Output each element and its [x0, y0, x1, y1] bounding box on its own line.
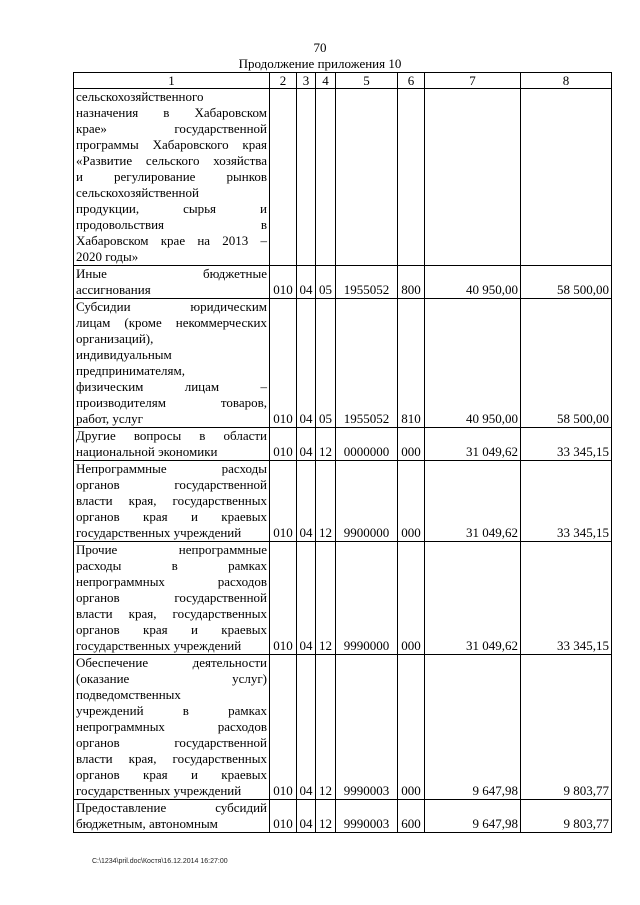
column-3-cell: 04 [297, 461, 316, 542]
item-name-line: расходы в рамках [76, 558, 267, 573]
column-6-cell: 000 [398, 542, 425, 655]
amount-2015-cell [521, 89, 612, 266]
column-2-cell: 010 [270, 655, 297, 800]
table-row [74, 655, 612, 800]
item-name-line: организаций), [76, 331, 154, 346]
item-name-cell [74, 542, 270, 655]
item-name-line: предпринимателям, [76, 363, 185, 378]
header-cell: 2 [270, 73, 297, 89]
item-name-line: органов края и краевых [76, 509, 267, 524]
item-name-line: учреждений в рамках [76, 703, 267, 718]
column-5-cell: 0000000 [336, 428, 398, 461]
amount-2015-cell: 9 803,77 [521, 800, 612, 833]
column-2-cell: 010 [270, 800, 297, 833]
item-name-line: непрограммных расходов [76, 719, 267, 734]
column-4-cell: 12 [316, 800, 336, 833]
column-5-cell: 9900000 [336, 461, 398, 542]
item-name-line: Другие вопросы в области [76, 428, 267, 443]
column-4-cell [316, 89, 336, 266]
header-cell: 8 [521, 73, 612, 89]
item-name-line: органов государственной [76, 735, 267, 750]
item-name-line: Обеспечение деятельности [76, 655, 267, 670]
column-3-cell: 04 [297, 542, 316, 655]
amount-2014-cell: 31 049,62 [425, 542, 521, 655]
item-name-cell [74, 428, 270, 461]
item-name-line: власти края, государственных [76, 493, 267, 508]
column-3-cell: 04 [297, 299, 316, 428]
column-4-cell: 12 [316, 655, 336, 800]
column-5-cell: 9990003 [336, 800, 398, 833]
table-row [74, 461, 612, 542]
item-name-line: крае» государственной [76, 121, 267, 136]
table-body [74, 73, 612, 833]
item-name-line: лицам (кроме некоммерческих [76, 315, 267, 330]
column-6-cell: 600 [398, 800, 425, 833]
column-3-cell: 04 [297, 266, 316, 299]
amount-2014-cell: 40 950,00 [425, 266, 521, 299]
header-cell: 1 [74, 73, 270, 89]
column-3-cell: 04 [297, 800, 316, 833]
header-cell: 6 [398, 73, 425, 89]
table-row [74, 89, 612, 266]
item-name-line: Прочие непрограммные [76, 542, 267, 557]
item-name-line: власти края, государственных [76, 751, 267, 766]
amount-2014-cell: 31 049,62 [425, 428, 521, 461]
column-4-cell: 05 [316, 266, 336, 299]
amount-2014-cell [425, 89, 521, 266]
column-5-cell [336, 89, 398, 266]
column-5-cell: 9990003 [336, 655, 398, 800]
amount-2014-cell: 9 647,98 [425, 800, 521, 833]
item-name-line: бюджетным, автономным [76, 816, 218, 831]
column-3-cell [297, 89, 316, 266]
column-5-cell: 9990000 [336, 542, 398, 655]
column-5-cell: 1955052 [336, 266, 398, 299]
item-name-line: Субсидии юридическим [76, 299, 267, 314]
table-row [74, 800, 612, 833]
item-name-line: органов края и краевых [76, 767, 267, 782]
column-5-cell: 1955052 [336, 299, 398, 428]
column-3-cell: 04 [297, 428, 316, 461]
column-2-cell: 010 [270, 428, 297, 461]
item-name-line: производителям товаров, [76, 395, 267, 410]
page-number: 70 [313, 40, 327, 55]
item-name-line: ассигнования [76, 282, 151, 297]
amount-2015-cell: 9 803,77 [521, 655, 612, 800]
item-name-cell [74, 89, 270, 266]
item-name-line: 2020 годы» [76, 249, 139, 264]
item-name-cell [74, 266, 270, 299]
column-2-cell: 010 [270, 266, 297, 299]
column-6-cell: 000 [398, 428, 425, 461]
item-name-line: органов края и краевых [76, 622, 267, 637]
header-cell: 3 [297, 73, 316, 89]
column-2-cell: 010 [270, 461, 297, 542]
item-name-line: государственных учреждений [76, 638, 242, 653]
column-6-cell: 000 [398, 655, 425, 800]
budget-table [73, 72, 612, 833]
item-name-line: подведомственных [76, 687, 181, 702]
item-name-line: и регулирование рынков [76, 169, 267, 184]
amount-2014-cell: 40 950,00 [425, 299, 521, 428]
item-name-line: назначения в Хабаровском [76, 105, 267, 120]
amount-2014-cell: 31 049,62 [425, 461, 521, 542]
file-path-footer: C:\1234\pril.doc\Костя\16.12.2014 16:27:00 [92, 858, 228, 865]
amount-2015-cell: 33 345,15 [521, 461, 612, 542]
item-name-cell [74, 299, 270, 428]
header-cell: 7 [425, 73, 521, 89]
column-4-cell: 05 [316, 299, 336, 428]
header-cell: 4 [316, 73, 336, 89]
item-name-line: «Развитие сельского хозяйства [76, 153, 267, 168]
item-name-line: сельскохозяйственного [76, 89, 204, 104]
amount-2015-cell: 33 345,15 [521, 542, 612, 655]
column-3-cell: 04 [297, 655, 316, 800]
item-name-line: государственных учреждений [76, 783, 242, 798]
item-name-line: работ, услуг [76, 411, 144, 426]
column-6-cell: 810 [398, 299, 425, 428]
item-name-line: Предоставление субсидий [76, 800, 267, 815]
amount-2015-cell: 58 500,00 [521, 299, 612, 428]
column-4-cell: 12 [316, 428, 336, 461]
continuation-title: Продолжение приложения 10 [238, 56, 402, 71]
item-name-line: Непрограммные расходы [76, 461, 267, 476]
amount-2015-cell: 33 345,15 [521, 428, 612, 461]
column-2-cell: 010 [270, 542, 297, 655]
amount-2014-cell: 9 647,98 [425, 655, 521, 800]
column-6-cell [398, 89, 425, 266]
item-name-line: продовольствия в [76, 217, 267, 232]
table-row [74, 266, 612, 299]
header-row [74, 73, 612, 89]
item-name-line: продукции, сырья и [76, 201, 267, 216]
item-name-line: индивидуальным [76, 347, 172, 362]
item-name-line: (оказание услуг) [76, 671, 267, 686]
column-6-cell: 000 [398, 461, 425, 542]
item-name-line: органов государственной [76, 477, 267, 492]
item-name-line: Хабаровском крае на 2013 – [76, 233, 267, 248]
item-name-line: сельскохозяйственной [76, 185, 199, 200]
column-2-cell [270, 89, 297, 266]
column-4-cell: 12 [316, 542, 336, 655]
item-name-line: программы Хабаровского края [76, 137, 267, 152]
item-name-cell [74, 800, 270, 833]
amount-2015-cell: 58 500,00 [521, 266, 612, 299]
column-2-cell: 010 [270, 299, 297, 428]
table-row [74, 542, 612, 655]
item-name-line: непрограммных расходов [76, 574, 267, 589]
item-name-line: национальной экономики [76, 444, 218, 459]
item-name-line: физическим лицам – [76, 379, 267, 394]
header-cell: 5 [336, 73, 398, 89]
item-name-line: власти края, государственных [76, 606, 267, 621]
item-name-line: Иные бюджетные [76, 266, 267, 281]
table-row [74, 299, 612, 428]
item-name-cell [74, 655, 270, 800]
item-name-line: государственных учреждений [76, 525, 242, 540]
column-6-cell: 800 [398, 266, 425, 299]
item-name-line: органов государственной [76, 590, 267, 605]
item-name-cell [74, 461, 270, 542]
table-row [74, 428, 612, 461]
column-4-cell: 12 [316, 461, 336, 542]
